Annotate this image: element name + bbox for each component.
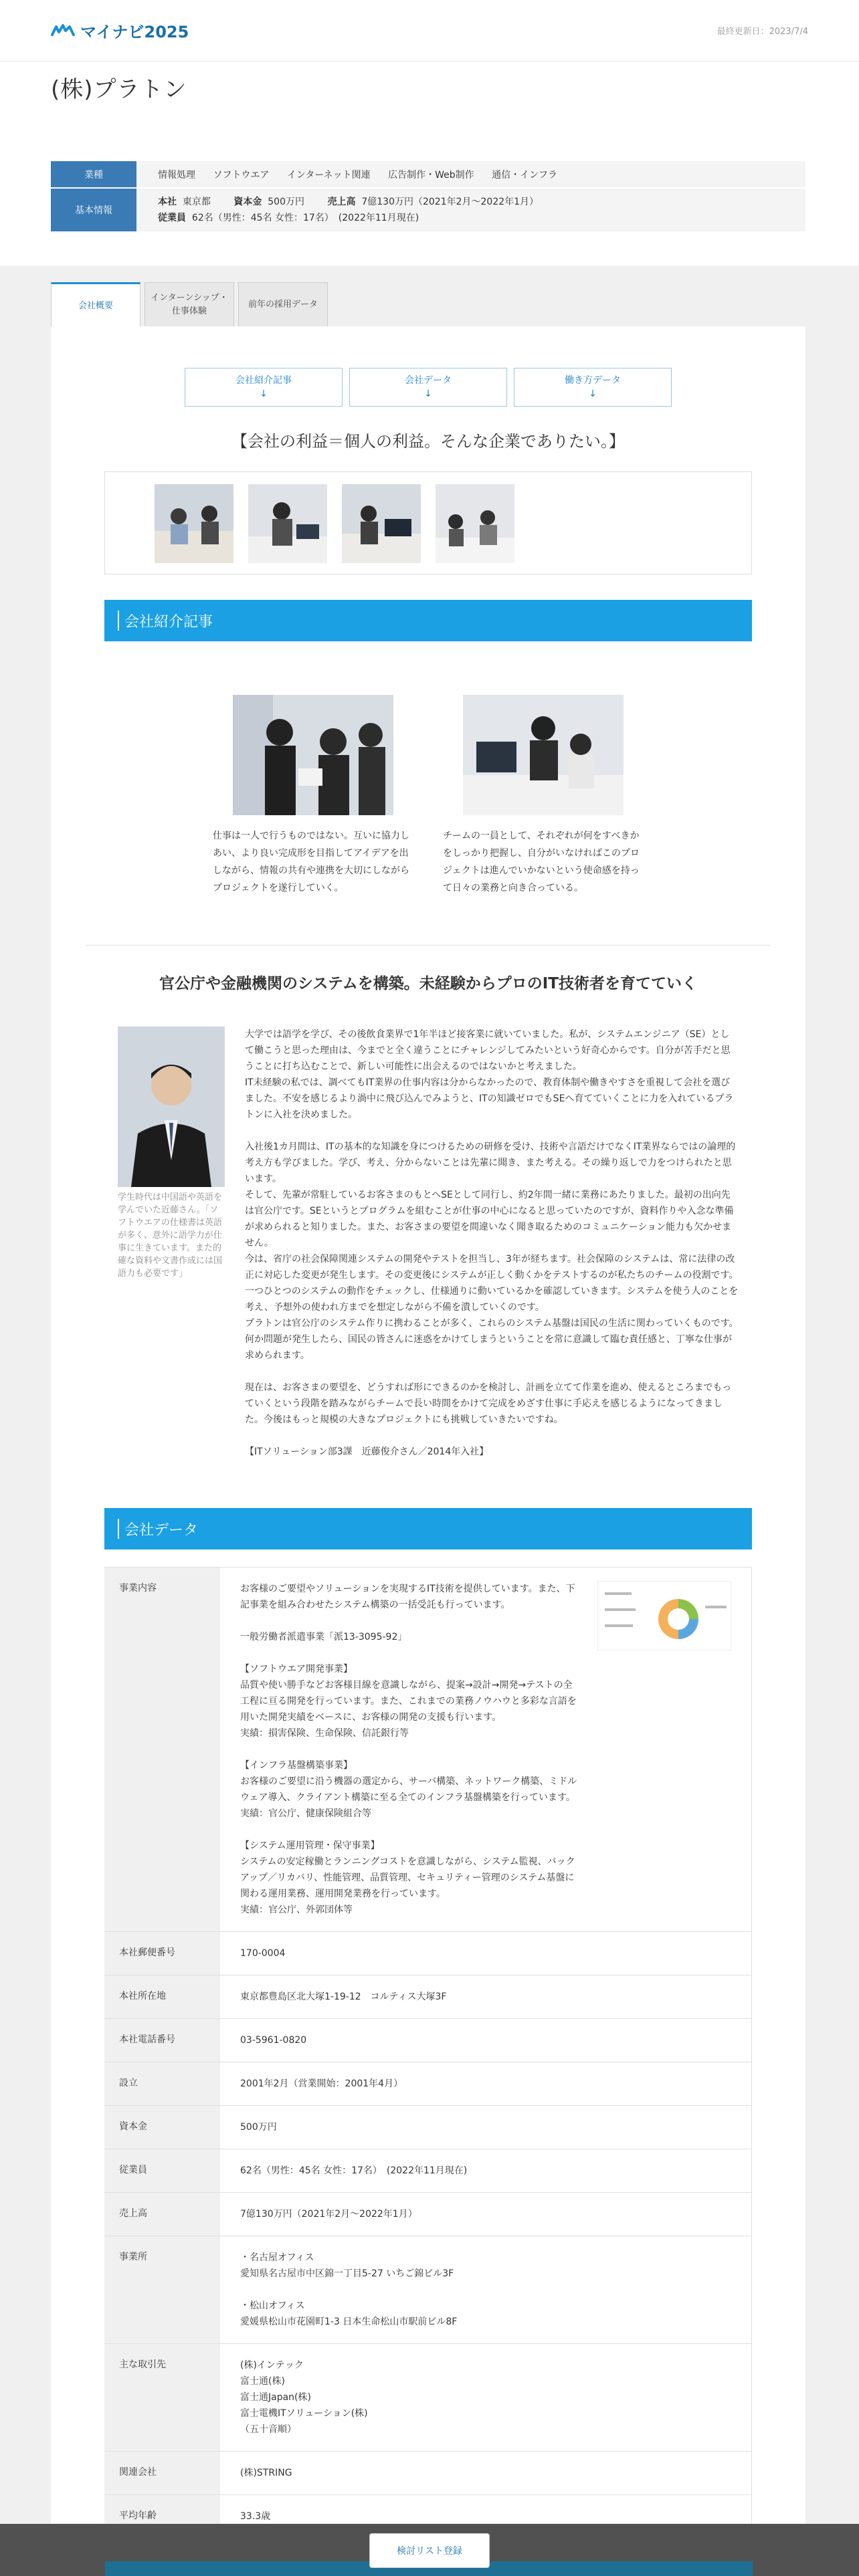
jump-label: 会社データ	[405, 375, 452, 386]
row-label: 関連会社	[104, 2452, 220, 2495]
jump-company-intro[interactable]	[185, 368, 343, 407]
row-label: 主な取引先	[104, 2344, 220, 2452]
row-value: 33.3歳	[220, 2495, 752, 2539]
row-value: 東京都豊島区北大塚1-19-12 コルティス大塚3F	[220, 1975, 752, 2019]
row-value: 170-0004	[220, 1932, 752, 1975]
anchor-links	[51, 368, 805, 407]
table-row	[104, 2236, 752, 2344]
row-label: 本社郵便番号	[104, 1932, 220, 1975]
row-label: 資本金	[104, 2106, 220, 2149]
gallery-photo[interactable]	[342, 484, 421, 563]
interview-article	[118, 1027, 805, 1476]
table-row	[104, 2106, 752, 2149]
tab-bar	[51, 282, 328, 328]
industry-tag[interactable]: 情報処理	[158, 169, 195, 181]
row-value: ・名古屋オフィス 愛知県名古屋市中区錦一丁目5-27 いちご錦ビル3F ・松山オフィス 愛媛県松山市花園町1-3 日本生命松山市駅前ビル8F	[220, 2236, 752, 2344]
row-label: 平均年齢	[104, 2495, 220, 2539]
company-name: (株)プラトン	[51, 76, 187, 103]
arrow-down-icon: ↓	[589, 389, 597, 399]
jump-company-data[interactable]	[349, 368, 507, 407]
intro-caption: チームの一員として、それぞれが何をすべきかをしっかり把握し、自分がいなければこのプロジェクトは進んでいかないという使命感を持って日々の業務と向き合っている。	[443, 831, 640, 893]
industry-tag[interactable]: 広告制作・Web制作	[388, 169, 474, 181]
arrow-down-icon: ↓	[260, 389, 268, 399]
jump-label: 働き方データ	[565, 375, 621, 386]
photo-gallery	[104, 471, 752, 574]
employees-value: 62名（男性：45名 女性：17名） (2022年11月現在)	[191, 213, 419, 223]
hq-value: 東京都	[182, 197, 211, 207]
company-data-table	[104, 1567, 752, 2538]
business-diagram[interactable]	[597, 1581, 731, 1650]
business-description: お客様のご要望やソリューションを実現するIT技術を提供しています。また、下記事業を組み合わせたシステム構築の一括受託も行っています。 一般労働者派遣事業「派13-3095-92」 【ソフトウエア開発事業】 品質や使い勝手などお客様目線を意識しながら、提案→設計→開発→テストの全工程に亘る開発を行っています。また、これまでの業務ノウハウと多彩な言語を用いた開発実績をベースに、お客様の開発の支援も行います。 実績：損害保険、生命保険、信託銀行等 【インフラ基盤構築事業】 お客様のご要望に沿う機器の選定から、サーバ構築、ネットワーク構築、ミドルウェア導入、クライアント構築に至る全てのインフラ基盤構築を行っています。 実績：官公庁、健康保険組合等 【システム運用管理・保守事業】 システムの安定稼働とランニングコストを意識しながら、システム監視、バックアップ／リカバリ、性能管理、品質管理、セキュリティー管理のシステム基盤に関わる運用業務、運用開発業務を行っています。 実績：官公庁、外郭団体等	[240, 1584, 577, 1915]
industry-list	[136, 161, 805, 188]
brand-logo[interactable]	[51, 19, 189, 42]
tab-company-overview[interactable]: 会社概要	[51, 282, 140, 328]
table-row	[104, 1568, 752, 1932]
catchphrase: 【会社の利益＝個人の利益。そんな企業でありたい。】	[231, 432, 625, 451]
hq-label: 本社	[158, 197, 177, 207]
row-label: 本社電話番号	[104, 2019, 220, 2062]
content-panel	[51, 326, 805, 2576]
row-label: 本社所在地	[104, 1975, 220, 2019]
table-row	[104, 1975, 752, 2019]
row-value: 7億130万円（2021年2月〜2022年1月）	[220, 2193, 752, 2236]
article-paragraph: 大学では語学を学び、その後飲食業界で1年半ほど接客業に就いていました。私が、システムエンジニア（SE）として働こうと思った理由は、今までと全く違うことにチャレンジしてみたいという好奇心からです。自分が苦手だと思うことに打ち込むことで、新しい可能性に出会えるのではないかと考えました。 IT未経験の私では、調べてもIT業界の仕事内容は分からなかったので、教育体制や働きやすさを重視して会社を選びました。不安を感じるより渦中に飛び込んでみようと、ITの知識ゼロでもSEへ育てていくことに力を入れているプラトンに入社を決めました。	[245, 1029, 734, 1120]
row-label: 売上高	[104, 2193, 220, 2236]
company-summary-table	[51, 161, 805, 231]
office-work-photo	[463, 695, 624, 815]
sales-value: 7億130万円（2021年2月〜2022年1月）	[361, 197, 539, 207]
article-paragraph: 入社後1カ月間は、ITの基本的な知識を身につけるための研修を受け、技術や言語だけでなくIT業界ならではの論理的考え方も学びました。学び、考え、分からないことは先輩に聞き、また考える。その繰り返しで力をつけられたと思います。 そして、先輩が常駐しているお客さまのもとへSEとして同行し、約2年間一緒に業務にあたりました。最初の出向先は官公庁です。SEというとプログラムを組むことが仕事の中心になると思っていたのですが、資料作りや入念な準備が求められると知りました。また、お客さまの要望を間違いなく聞き取るためのコミュニケーション能力も欠かせません。 今は、省庁の社会保障関連システムの開発やテストを担当し、3年が経ちます。社会保障のシステムは、常に法律の改正に対応した変更が発生します。その変更後にシステムが正しく動くかをテストするのが私たちのチームの役割です。一つひとつのシステムの動作をチェックし、仕様通りに動いているかを確認していきます。システムを使う人のことを考え、予想外の使われ方までを想定しながら不備を潰していくのです。 プラトンは官公庁のシステム作りに携わることが多く、これらのシステム基盤は国民の生活に関わっていくものです。何か問題が発生したら、国民の皆さんに迷惑をかけてしまうということを常に意識して臨む責任感と、丁寧な仕事が求められます。	[245, 1142, 739, 1361]
company-header	[0, 62, 859, 265]
intro-item	[213, 695, 413, 897]
team-meeting-photo	[233, 695, 393, 815]
gallery-photo[interactable]	[155, 484, 233, 563]
tab-previous-recruiting[interactable]: 前年の採用データ	[238, 282, 328, 326]
capital-label: 資本金	[233, 197, 262, 207]
row-value: 62名（男性：45名 女性：17名） (2022年11月現在)	[220, 2149, 752, 2193]
capital-value: 500万円	[268, 197, 304, 207]
portrait-caption: 学生時代は中国語や英語を学んでいた近藤さん。「ソフトウエアの仕様書は英語が多く、意外に語学力が仕事に生きています。また的確な資料や文書作成には国語力も必要です」	[118, 1192, 223, 1279]
article-body	[245, 1027, 739, 1476]
gallery-photo[interactable]	[436, 484, 514, 563]
row-label: 従業員	[104, 2149, 220, 2193]
jump-workstyle-data[interactable]	[514, 368, 672, 407]
industry-tag[interactable]: ソフトウエア	[213, 169, 270, 181]
jump-label: 会社紹介記事	[235, 375, 292, 386]
table-row	[104, 2344, 752, 2452]
row-label: 事業所	[104, 2236, 220, 2344]
table-row	[104, 2193, 752, 2236]
intro-item	[443, 695, 644, 897]
industry-label: 業種	[51, 161, 136, 188]
table-row	[104, 2019, 752, 2062]
article-signature: 【ITソリューション部3課 近藤俊介さん／2014年入社】	[245, 1446, 489, 1457]
row-value: 500万円	[220, 2106, 752, 2149]
employee-portrait	[118, 1027, 225, 1187]
section-heading-company-intro: 会社紹介記事	[104, 600, 752, 641]
row-label: 設立	[104, 2062, 220, 2106]
row-value: (株)STRING	[220, 2452, 752, 2495]
intro-photos	[51, 695, 805, 897]
row-value: 03-5961-0820	[220, 2019, 752, 2062]
industry-tag[interactable]: インターネット関連	[286, 169, 371, 181]
industry-tag[interactable]: 通信・インフラ	[492, 169, 558, 181]
brand-text: マイナビ2025	[80, 23, 189, 41]
article-paragraph: 現在は、お客さまの要望を、どうすれば形にできるのかを検討し、計画を立てて作業を進め、使えるところまでもっていくという段階を踏みながらチームで長い時間をかけて完成をめざす仕事に手応えを感じるようになってきました。今後はもっと規模の大きなプロジェクトにも挑戦していきたいですね。	[245, 1382, 732, 1425]
add-to-list-button[interactable]: 検討リスト登録	[369, 2533, 490, 2568]
intro-caption: 仕事は一人で行うものではない。互いに協力しあい、より良い完成形を目指してアイデアを出しながら、情報の共有や連携を大切にしながらプロジェクトを遂行していく。	[213, 831, 409, 893]
divider	[86, 945, 771, 946]
article-title: 官公庁や金融機関のシステムを構築。未経験からプロのIT技術者を育てていく	[159, 975, 697, 992]
table-row	[104, 2062, 752, 2106]
basic-info-label: 基本情報	[51, 188, 136, 231]
gallery-photo[interactable]	[248, 484, 327, 563]
table-row	[104, 2452, 752, 2495]
basic-info	[136, 188, 805, 231]
table-row	[104, 2149, 752, 2193]
mynavi-logo-icon	[51, 24, 75, 37]
row-value: 2001年2月（営業開始：2001年4月）	[220, 2062, 752, 2106]
section-heading-company-data: 会社データ	[104, 1508, 752, 1549]
tab-internship[interactable]: インターンシップ・ 仕事体験	[145, 282, 234, 326]
row-value: (株)インテック 富士通(株) 富士通Japan(株) 富士電機ITソリューション(株) （五十音順）	[220, 2344, 752, 2452]
last-updated: 最終更新日：2023/7/4	[717, 27, 808, 37]
employees-label: 従業員	[158, 213, 186, 223]
row-label: 事業内容	[104, 1568, 220, 1932]
arrow-down-icon: ↓	[424, 389, 432, 399]
sales-label: 売上高	[327, 197, 356, 207]
top-bar	[0, 0, 859, 62]
table-row	[104, 1932, 752, 1975]
